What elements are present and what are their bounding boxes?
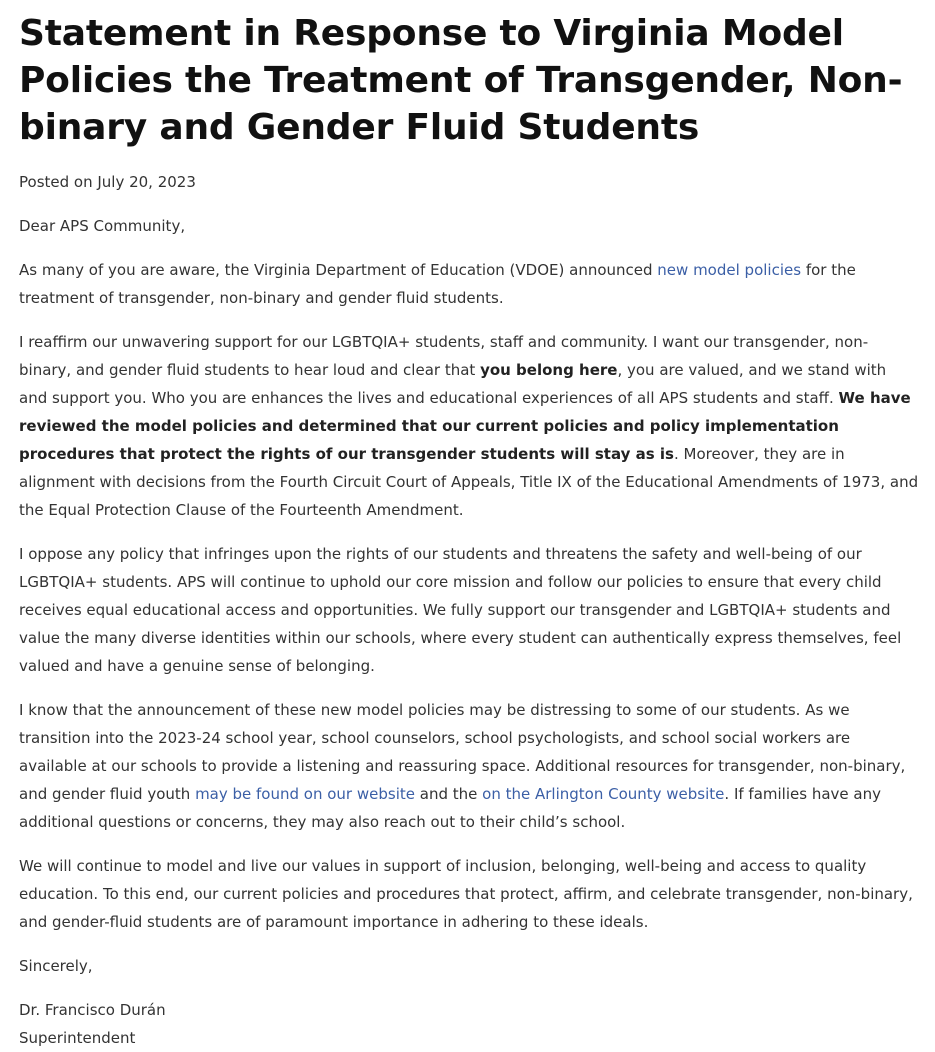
greeting: Dear APS Community, xyxy=(19,217,186,235)
paragraph-2-text-1: I reaffirm our unwavering support for our LGBTQIA+ students, staff and community. I want our transgender, non-binary, and gender fluid students to hear loud and clear that xyxy=(19,333,869,379)
paragraph-2-bold-2: We have reviewed the model policies and determined that our current policies and policy implementation procedures that protect the rights of our transgender students will stay as is xyxy=(19,389,911,463)
aps-website-link[interactable]: may be found on our website xyxy=(195,785,415,803)
paragraph-3: I oppose any policy that infringes upon the rights of our students and threatens the safety and well-being of our LGBTQIA+ students. APS will continue to uphold our core mission and follow our policies to ensure that every child receives equal educational access and opportunities. We fully support our transgender and LGBTQIA+ students and value the many diverse identities within our schools, where every student can authentically express themselves, feel valued and have a genuine sense of belonging. xyxy=(19,545,902,675)
signature xyxy=(19,996,919,1052)
paragraph-4-text-2: and the xyxy=(414,785,483,803)
paragraph-5: We will continue to model and live our values in support of inclusion, belonging, well-being and access to quality education. To this end, our current policies and procedures that protect, affirm, and celebrate transgender, non-binary, and gender-fluid students are of paramount importance in adhering to these ideals. xyxy=(19,857,913,931)
paragraph-1-text-end: for the treatment of transgender, non-binary and gender fluid students. xyxy=(19,261,856,307)
new-model-policies-link[interactable]: new model policies xyxy=(657,261,802,279)
paragraph-1-text-start: As many of you are aware, the Virginia Department of Education (VDOE) announced xyxy=(19,261,658,279)
page-title: Statement in Response to Virginia Model Policies the Treatment of Transgender, Non-binary and Gender Fluid Students xyxy=(19,13,903,148)
arlington-county-website-link[interactable]: on the Arlington County website xyxy=(482,785,725,803)
article xyxy=(19,0,919,1052)
signature-name: Dr. Francisco Durán xyxy=(19,1001,166,1019)
signature-title: Superintendent xyxy=(19,1029,136,1047)
paragraph-2-bold-1: you belong here xyxy=(480,361,618,379)
paragraph-4-text-1: I know that the announcement of these new model policies may be distressing to some of our students. As we transition into the 2023-24 school year, school counselors, school psychologists, and school social workers are available at our schools to provide a listening and reassuring space. Additional resources for transgender, non-binary, and gender fluid youth xyxy=(19,701,906,803)
paragraph-4 xyxy=(19,696,919,836)
posted-date: Posted on July 20, 2023 xyxy=(19,173,196,191)
paragraph-1 xyxy=(19,256,919,312)
paragraph-2 xyxy=(19,328,919,524)
paragraph-4-text-3: . If families have any additional questions or concerns, they may also reach out to their child’s school. xyxy=(19,785,881,831)
paragraph-2-text-2: , you are valued, and we stand with and support you. Who you are enhances the lives and educational experiences of all APS students and staff. xyxy=(19,361,887,407)
paragraph-2-text-3: . Moreover, they are in alignment with decisions from the Fourth Circuit Court of Appeals, Title IX of the Educational Amendments of 1973, and the Equal Protection Clause of the Fourteenth Amendment. xyxy=(19,445,919,519)
closing: Sincerely, xyxy=(19,957,93,975)
